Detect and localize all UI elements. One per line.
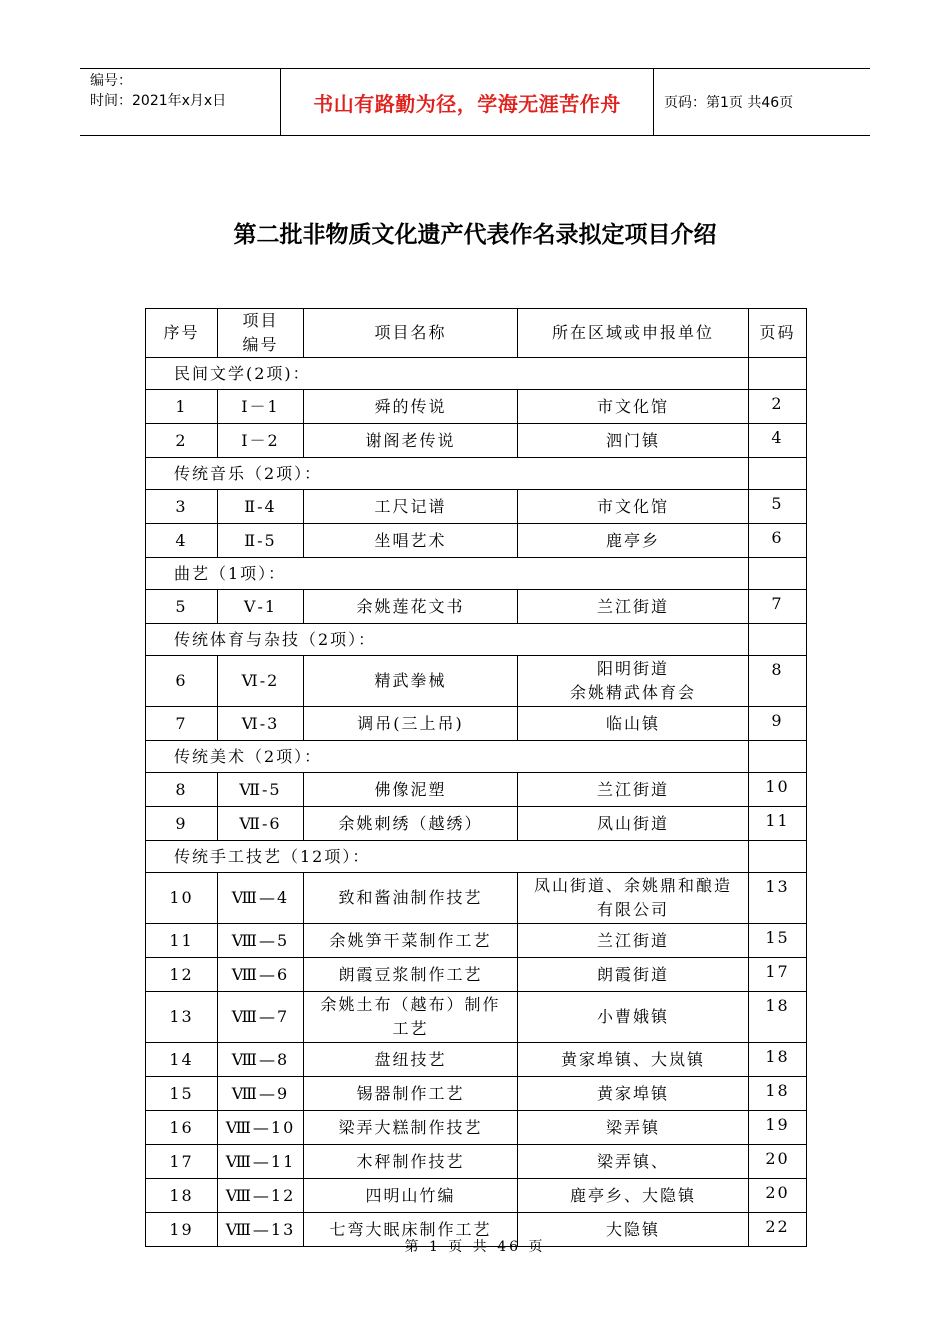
table-row bbox=[146, 1179, 807, 1213]
row-code: Ⅷ—5 bbox=[218, 924, 304, 958]
row-unit: 黄家埠镇 bbox=[518, 1077, 749, 1111]
row-name: 锡器制作工艺 bbox=[304, 1077, 518, 1111]
table-row bbox=[146, 1043, 807, 1077]
table-row bbox=[146, 707, 807, 741]
table-row bbox=[146, 656, 807, 707]
row-unit: 鹿亭乡、大隐镇 bbox=[518, 1179, 749, 1213]
row-page: 19 bbox=[749, 1111, 807, 1145]
row-name-line2: 工艺 bbox=[392, 1019, 429, 1038]
category-label: 民间文学(2项)： bbox=[146, 358, 749, 390]
row-page: 11 bbox=[749, 807, 807, 841]
col-header-no: 序号 bbox=[146, 309, 218, 358]
category-label: 曲艺（1项）： bbox=[146, 558, 749, 590]
row-code: Ⅷ—10 bbox=[218, 1111, 304, 1145]
row-code: Ⅶ-6 bbox=[218, 807, 304, 841]
header-page-info: 页码：第1页 共46页 bbox=[664, 95, 794, 111]
number-label: 编号： bbox=[90, 73, 132, 89]
table-row bbox=[146, 873, 807, 924]
row-page: 18 bbox=[749, 992, 807, 1043]
row-name: 舜的传说 bbox=[304, 390, 518, 424]
row-unit-line2: 有限公司 bbox=[596, 900, 669, 919]
table-row bbox=[146, 958, 807, 992]
col-header-code-line2: 编号 bbox=[242, 335, 279, 354]
row-no: 13 bbox=[146, 992, 218, 1043]
row-no: 16 bbox=[146, 1111, 218, 1145]
row-name: 四明山竹编 bbox=[304, 1179, 518, 1213]
row-unit: 黄家埠镇、大岚镇 bbox=[518, 1043, 749, 1077]
table-row bbox=[146, 390, 807, 424]
row-no: 7 bbox=[146, 707, 218, 741]
row-unit: 临山镇 bbox=[518, 707, 749, 741]
row-name: 朗霞豆浆制作工艺 bbox=[304, 958, 518, 992]
row-page: 15 bbox=[749, 924, 807, 958]
row-code: Ⅱ-5 bbox=[218, 524, 304, 558]
row-page: 6 bbox=[749, 524, 807, 558]
row-code: Ⅰ－1 bbox=[218, 390, 304, 424]
table-row bbox=[146, 424, 807, 458]
row-name: 精武拳械 bbox=[304, 656, 518, 707]
row-code: Ⅷ—9 bbox=[218, 1077, 304, 1111]
page-title: 第二批非物质文化遗产代表作名录拟定项目介绍 bbox=[233, 222, 717, 248]
row-unit: 大隐镇 bbox=[518, 1213, 749, 1247]
row-code: Ⅴ-1 bbox=[218, 590, 304, 624]
row-unit bbox=[518, 656, 749, 707]
row-unit bbox=[518, 873, 749, 924]
row-no: 2 bbox=[146, 424, 218, 458]
row-no: 19 bbox=[146, 1213, 218, 1247]
row-name: 木秤制作技艺 bbox=[304, 1145, 518, 1179]
row-no: 15 bbox=[146, 1077, 218, 1111]
row-unit: 兰江街道 bbox=[518, 773, 749, 807]
category-label: 传统手工技艺（12项）： bbox=[146, 841, 749, 873]
row-code: Ⅷ—13 bbox=[218, 1213, 304, 1247]
row-unit-line1: 阳明街道 bbox=[596, 659, 669, 678]
row-unit: 梁弄镇、 bbox=[518, 1145, 749, 1179]
row-page: 10 bbox=[749, 773, 807, 807]
row-unit: 小曹娥镇 bbox=[518, 992, 749, 1043]
table-row bbox=[146, 1111, 807, 1145]
category-row bbox=[146, 741, 807, 773]
category-row bbox=[146, 841, 807, 873]
row-code: Ⅵ-3 bbox=[218, 707, 304, 741]
row-page: 4 bbox=[749, 424, 807, 458]
row-name: 坐唱艺术 bbox=[304, 524, 518, 558]
row-page: 18 bbox=[749, 1043, 807, 1077]
row-code: Ⅷ—8 bbox=[218, 1043, 304, 1077]
row-page: 20 bbox=[749, 1145, 807, 1179]
row-page: 22 bbox=[749, 1213, 807, 1247]
row-name-line1: 余姚土布（越布）制作 bbox=[320, 995, 501, 1014]
row-no: 6 bbox=[146, 656, 218, 707]
table-row bbox=[146, 924, 807, 958]
table-row bbox=[146, 490, 807, 524]
row-name: 余姚笋干菜制作工艺 bbox=[304, 924, 518, 958]
row-no: 4 bbox=[146, 524, 218, 558]
category-row bbox=[146, 558, 807, 590]
category-row bbox=[146, 358, 807, 390]
row-code: Ⅷ—11 bbox=[218, 1145, 304, 1179]
row-name: 梁弄大糕制作技艺 bbox=[304, 1111, 518, 1145]
row-page: 7 bbox=[749, 590, 807, 624]
header-motto: 书山有路勤为径，学海无涯苦作舟 bbox=[281, 69, 654, 135]
row-code: Ⅷ—7 bbox=[218, 992, 304, 1043]
time-label: 时间：2021年x月x日 bbox=[90, 93, 227, 109]
table-row bbox=[146, 524, 807, 558]
table-row bbox=[146, 590, 807, 624]
category-label: 传统体育与杂技（2项）： bbox=[146, 624, 749, 656]
row-name: 盘纽技艺 bbox=[304, 1043, 518, 1077]
row-page: 17 bbox=[749, 958, 807, 992]
table-row bbox=[146, 992, 807, 1043]
row-code: Ⅷ—6 bbox=[218, 958, 304, 992]
row-page: 9 bbox=[749, 707, 807, 741]
header-meta bbox=[80, 69, 281, 135]
table-row bbox=[146, 1077, 807, 1111]
row-no: 9 bbox=[146, 807, 218, 841]
row-no: 14 bbox=[146, 1043, 218, 1077]
row-no: 18 bbox=[146, 1179, 218, 1213]
category-label: 传统美术（2项）： bbox=[146, 741, 749, 773]
row-name: 佛像泥塑 bbox=[304, 773, 518, 807]
col-header-code-line1: 项目 bbox=[242, 311, 279, 330]
table-row bbox=[146, 1145, 807, 1179]
row-page: 2 bbox=[749, 390, 807, 424]
row-no: 3 bbox=[146, 490, 218, 524]
row-unit: 兰江街道 bbox=[518, 924, 749, 958]
row-name: 致和酱油制作技艺 bbox=[304, 873, 518, 924]
row-page: 18 bbox=[749, 1077, 807, 1111]
row-code: Ⅷ—12 bbox=[218, 1179, 304, 1213]
row-unit: 凤山街道 bbox=[518, 807, 749, 841]
row-page: 5 bbox=[749, 490, 807, 524]
row-no: 1 bbox=[146, 390, 218, 424]
row-code: Ⅷ—4 bbox=[218, 873, 304, 924]
col-header-page: 页码 bbox=[749, 309, 807, 358]
row-code: Ⅰ－2 bbox=[218, 424, 304, 458]
row-code: Ⅱ-4 bbox=[218, 490, 304, 524]
category-label: 传统音乐（2项）： bbox=[146, 458, 749, 490]
table-header-row bbox=[146, 309, 807, 358]
row-unit: 市文化馆 bbox=[518, 390, 749, 424]
row-unit: 兰江街道 bbox=[518, 590, 749, 624]
table-row bbox=[146, 807, 807, 841]
row-code: Ⅶ-5 bbox=[218, 773, 304, 807]
category-row bbox=[146, 458, 807, 490]
row-no: 11 bbox=[146, 924, 218, 958]
category-row bbox=[146, 624, 807, 656]
row-page: 8 bbox=[749, 656, 807, 707]
row-code: Ⅵ-2 bbox=[218, 656, 304, 707]
row-unit: 梁弄镇 bbox=[518, 1111, 749, 1145]
row-unit: 朗霞街道 bbox=[518, 958, 749, 992]
row-name: 余姚莲花文书 bbox=[304, 590, 518, 624]
row-unit: 市文化馆 bbox=[518, 490, 749, 524]
row-no: 8 bbox=[146, 773, 218, 807]
col-header-code bbox=[218, 309, 304, 358]
row-name: 谢阁老传说 bbox=[304, 424, 518, 458]
row-unit: 泗门镇 bbox=[518, 424, 749, 458]
heritage-table bbox=[145, 308, 807, 1247]
row-no: 10 bbox=[146, 873, 218, 924]
col-header-unit: 所在区域或申报单位 bbox=[518, 309, 749, 358]
row-unit-line1: 凤山街道、余姚鼎和酿造 bbox=[533, 876, 732, 895]
page-header bbox=[80, 68, 870, 136]
row-name bbox=[304, 992, 518, 1043]
table-row bbox=[146, 773, 807, 807]
row-no: 17 bbox=[146, 1145, 218, 1179]
row-no: 12 bbox=[146, 958, 218, 992]
row-name: 余姚刺绣（越绣） bbox=[304, 807, 518, 841]
row-no: 5 bbox=[146, 590, 218, 624]
page-footer: 第 1 页 共 46 页 bbox=[404, 1239, 546, 1255]
row-name: 七弯大眠床制作工艺 bbox=[304, 1213, 518, 1247]
row-unit-line2: 余姚精武体育会 bbox=[569, 683, 696, 702]
row-page: 20 bbox=[749, 1179, 807, 1213]
row-unit: 鹿亭乡 bbox=[518, 524, 749, 558]
row-name: 调吊(三上吊) bbox=[304, 707, 518, 741]
row-page: 13 bbox=[749, 873, 807, 924]
col-header-name: 项目名称 bbox=[304, 309, 518, 358]
row-name: 工尺记谱 bbox=[304, 490, 518, 524]
